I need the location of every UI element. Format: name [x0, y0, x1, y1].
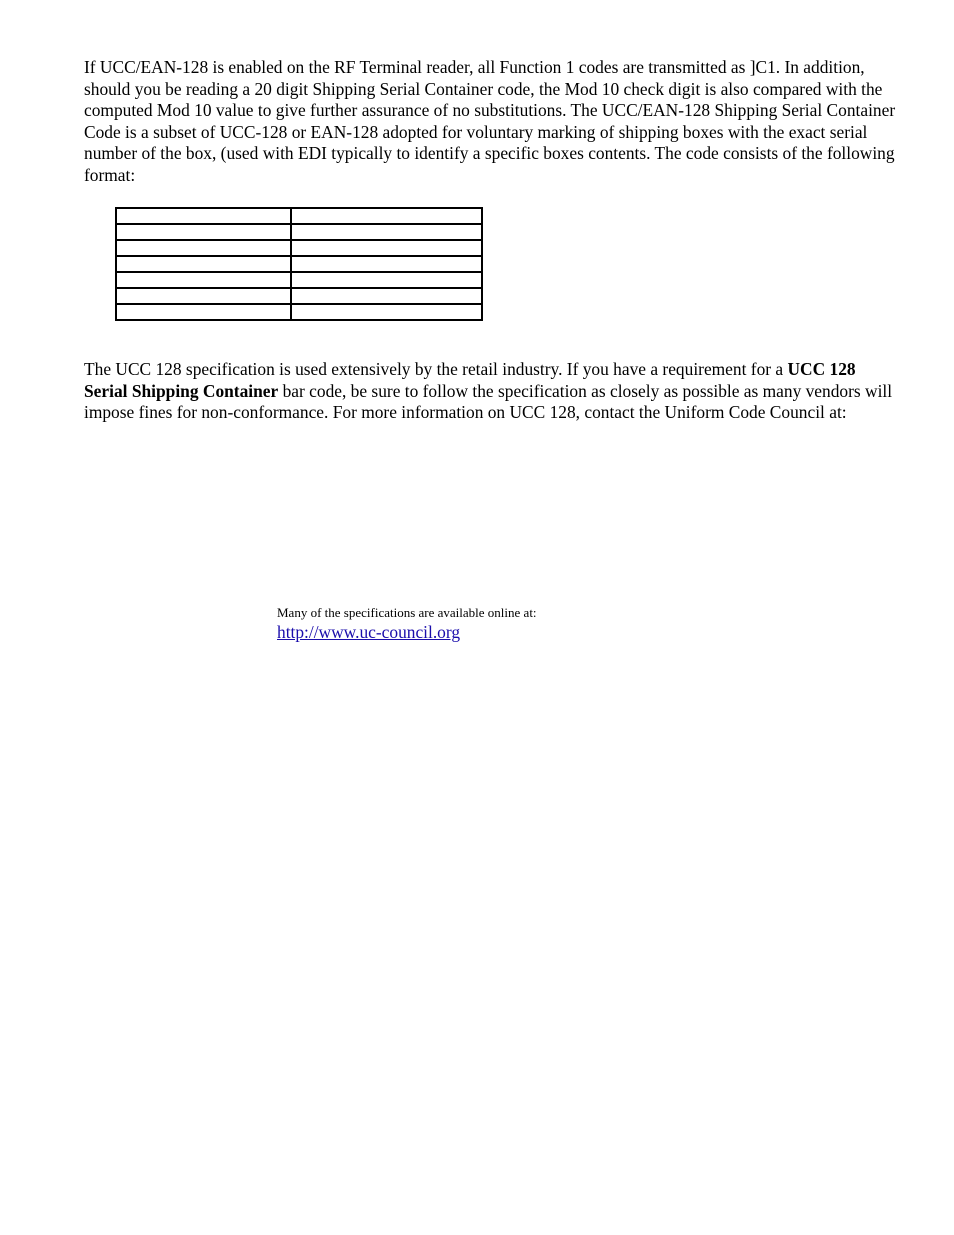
table-row	[116, 304, 482, 320]
table-cell	[116, 256, 291, 272]
table-cell	[116, 224, 291, 240]
online-specs-note: Many of the specifications are available online at:	[277, 605, 537, 620]
table-row	[116, 224, 482, 240]
table-cell	[291, 304, 482, 320]
table-row	[116, 256, 482, 272]
specification-paragraph	[84, 359, 899, 424]
table-row	[116, 240, 482, 256]
table-cell	[291, 288, 482, 304]
table-row	[116, 288, 482, 304]
table-cell	[116, 272, 291, 288]
table-row	[116, 208, 482, 224]
specification-text-start: The UCC 128 specification is used extensively by the retail industry. If you have a requirement for a	[84, 359, 788, 379]
code-format-table	[115, 207, 483, 321]
table-cell	[291, 272, 482, 288]
table-cell	[291, 224, 482, 240]
table-cell	[116, 240, 291, 256]
table-row	[116, 272, 482, 288]
table-cell	[116, 304, 291, 320]
table-cell	[116, 208, 291, 224]
specification-text-end: bar code, be sure to follow the specification as closely as possible as many vendors will impose fines for non-conformance. For more information on UCC 128, contact the Uniform Code Council at:	[84, 380, 893, 423]
table-cell	[116, 288, 291, 304]
code-format-table-body	[116, 208, 482, 320]
table-cell	[291, 240, 482, 256]
table-cell	[291, 208, 482, 224]
table-cell	[291, 256, 482, 272]
specification-bold-term: UCC 128 Serial Shipping Container	[84, 359, 856, 401]
uc-council-link[interactable]: http://www.uc-council.org	[277, 622, 461, 642]
intro-paragraph: If UCC/EAN-128 is enabled on the RF Terminal reader, all Function 1 codes are transmitted as ]C1. In addition, should you be reading a 20 digit Shipping Serial Container code, the Mod 10 check digit is also compared with the computed Mod 10 value to give further assurance of no substitutions. The UCC/EAN-128 Shipping Serial Container Code is a subset of UCC-128 or EAN-128 adopted for voluntary marking of shipping boxes with the exact serial number of the box, (used with EDI typically to identify a specific boxes contents. The code consists of the following format:	[84, 57, 896, 185]
